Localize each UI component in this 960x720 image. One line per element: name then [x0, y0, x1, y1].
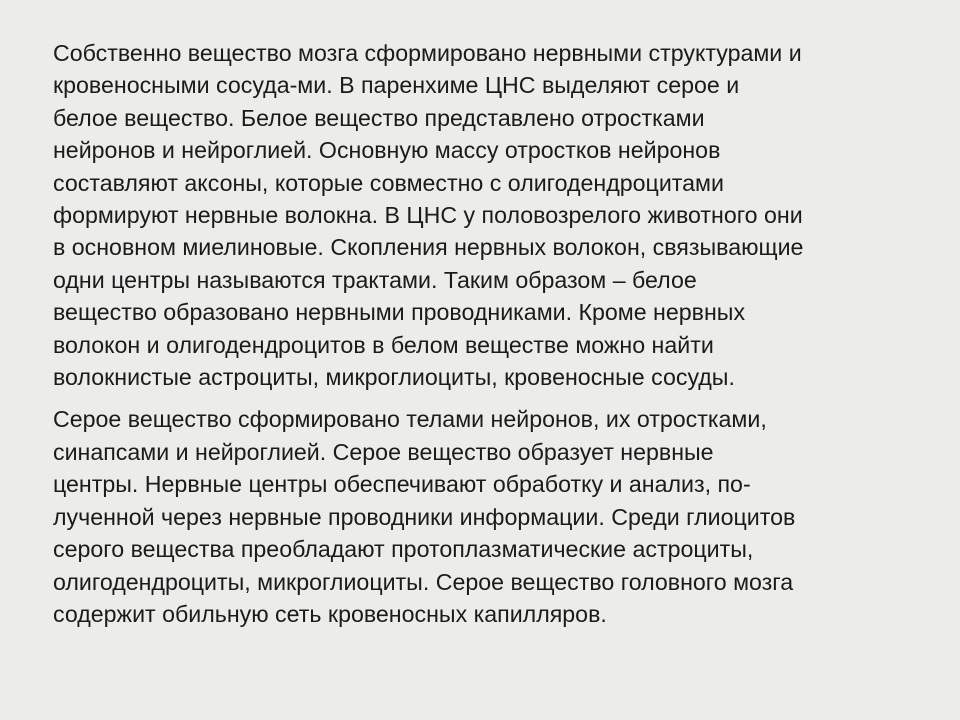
text-line: синапсами и нейроглией. Серое вещество образует нервные: [53, 438, 714, 465]
text-line: одни центры называются трактами. Таким образом – белое: [53, 266, 697, 293]
text-line: нейронов и нейроглией. Основную массу отростков нейронов: [53, 137, 721, 164]
text-line: формируют нервные волокна. В ЦНС у половозрелого животного они: [53, 202, 803, 229]
text-line: Серое вещество сформировано телами нейронов, их отростками,: [53, 406, 767, 433]
text-line: лученной через нервные проводники информации. Среди глиоцитов: [53, 503, 796, 530]
slide-text-block: [53, 37, 933, 630]
text-line: белое вещество. Белое вещество представлено отростками: [53, 104, 705, 131]
text-line: волокнистые астроциты, микроглиоциты, кровеносные сосуды.: [53, 364, 735, 391]
text-line: вещество образовано нервными проводниками. Кроме нервных: [53, 299, 746, 326]
text-line: содержит обильную сеть кровеносных капилляров.: [53, 600, 607, 627]
paragraph-gray-matter: [53, 403, 933, 630]
text-line: центры. Нервные центры обеспечивают обработку и анализ, по-: [53, 471, 751, 498]
text-line: в основном миелиновые. Скопления нервных волокон, связывающие: [53, 234, 804, 261]
text-line: олигодендроциты, микроглиоциты. Серое вещество головного мозга: [53, 568, 794, 595]
paragraph-white-matter: [53, 37, 933, 393]
text-line: Собственно вещество мозга сформировано нервными структурами и: [53, 40, 802, 66]
text-line: серого вещества преобладают протоплазматические астроциты,: [53, 536, 754, 563]
text-line: волокон и олигодендроцитов в белом веществе можно найти: [53, 331, 714, 358]
text-line: кровеносными сосуда-ми. В паренхиме ЦНС выделяют серое и: [53, 72, 740, 99]
text-line: составляют аксоны, которые совместно с олигодендроцитами: [53, 169, 724, 196]
